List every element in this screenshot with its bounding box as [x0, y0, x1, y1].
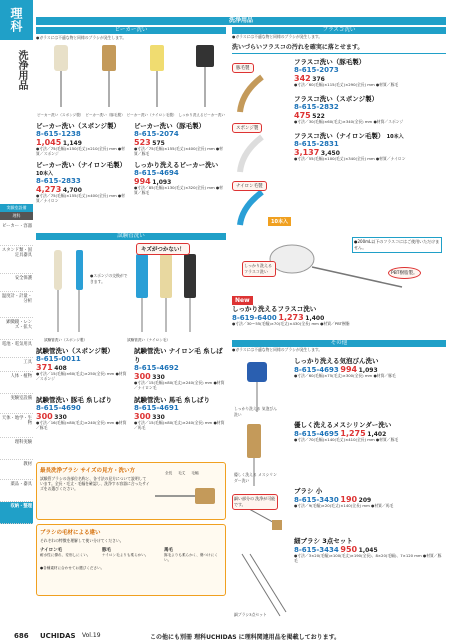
price-in-tax: 1,149: [62, 140, 82, 147]
testtube-section: [36, 233, 226, 458]
product-block: [294, 536, 444, 564]
sidebar-item[interactable]: ビーカー・容器: [0, 222, 33, 246]
price-in-tax: 408: [54, 365, 67, 372]
product-code[interactable]: 8-615-4694: [134, 168, 179, 177]
product-name: しっかり洗えるビーカー洗い: [134, 160, 219, 169]
product-block: [294, 420, 444, 443]
new-note: ●200mL以下のフラスコにはご使用いただけません。: [352, 237, 442, 253]
price-ex-tax: 950: [340, 545, 358, 554]
page-number: 686: [14, 632, 29, 640]
price-in-tax: 330: [54, 413, 67, 421]
product-spec: ●寸法／15(毛幅)×80(毛丈)×240(全長) mm ●材質／ナイロン毛: [134, 380, 225, 390]
product-name: ビーカー洗い（ナイロン毛製） 10本入: [36, 160, 127, 177]
misc-section: [232, 340, 446, 625]
image-caption: 試験管洗い（ナイロン毛）: [127, 338, 170, 342]
guide-label: 全長: [165, 471, 173, 475]
sidebar-item[interactable]: スタンド類・固定具器具: [0, 246, 33, 274]
product-block: [36, 346, 128, 391]
price-ex-tax: 3,137: [294, 147, 320, 157]
sidebar-item[interactable]: 教材: [0, 460, 33, 480]
image-caption: ビーカー洗い（スポンジ製）: [36, 113, 84, 117]
product-name: 試験管洗い ナイロン毛 糸しばり: [134, 347, 223, 364]
price-ex-tax: 4,273: [36, 184, 62, 194]
size-guide-box: [36, 462, 226, 520]
price-in-tax: 1,400: [305, 315, 325, 322]
price-in-tax: 1,045: [358, 547, 378, 554]
price-in-tax: 4,700: [62, 186, 82, 194]
price-ex-tax: 475: [294, 110, 311, 120]
sidebar-item-active[interactable]: 収納・整理: [0, 502, 33, 524]
price-ex-tax: 1,275: [340, 429, 366, 438]
image-caption: 試験管洗い（スポンジ製）: [44, 338, 88, 342]
product-code[interactable]: 8-615-0011: [36, 355, 81, 363]
product-name: ビーカー洗い（豚毛製）: [134, 122, 206, 130]
product-spec: ●寸法／15(毛幅)×60(毛丈)×250(全長) mm ●材質／スポンジ: [36, 371, 127, 381]
product-block: [36, 160, 128, 204]
callout-sponge: スポンジ製: [232, 123, 262, 133]
price-in-tax: 3,450: [320, 149, 340, 157]
hair-item: [102, 547, 160, 563]
category-label: 洗浄用品: [16, 50, 27, 90]
hair-desc: 豚毛よりも柔らかく、傷つけにくい。: [164, 553, 218, 562]
price-ex-tax: 1,273: [278, 313, 304, 322]
guide-body: 試験管ブラシの各部位名称と、各寸法の見方について説明しています。全長・毛丈・毛幅を確認し、洗浄する容器に合ったサイズをお選びください。: [40, 476, 150, 492]
product-spec: ●寸法／30～55(毛幅)×70(毛丈)×430(全長) mm ●材質／PBT樹脂: [232, 321, 350, 326]
price-in-tax: 575: [152, 140, 165, 147]
hair-item: [164, 547, 222, 563]
image-caption: ビーカー洗い（ナイロン毛製）: [126, 113, 177, 117]
sidebar: [0, 0, 33, 644]
section-header: フラスコ洗い: [232, 27, 446, 34]
sidebar-nav: [0, 222, 33, 524]
brush-firm: [196, 45, 214, 107]
price-in-tax: 1,402: [367, 431, 387, 438]
guide-label: 毛幅: [191, 471, 199, 475]
misc-caption: しっかり洗える 気泡びん洗い: [234, 406, 277, 417]
product-block: [134, 346, 226, 391]
brush-sponge: [54, 45, 68, 107]
sidebar-item[interactable]: 工具: [0, 358, 33, 372]
pbt-callout: PBT樹脂製。: [388, 267, 421, 279]
guide-labels: [165, 471, 199, 476]
hair-item: [40, 547, 98, 563]
hair-name: ナイロン毛: [40, 548, 63, 553]
hair-desc: 耐水性に優れ、変形しにくい。: [40, 553, 91, 557]
price-in-tax: 330: [152, 413, 165, 421]
product-name: 試験管洗い 豚毛 糸しばり: [36, 395, 113, 404]
product-spec: ●寸法／16(毛幅)×80(毛丈)×240(全長) mm ●材質／豚毛: [36, 419, 127, 430]
product-block: [36, 121, 128, 157]
callout-hog: 豚毛製: [232, 63, 254, 73]
product-code[interactable]: 8-615-4695: [294, 430, 339, 438]
price-ex-tax: 300: [36, 411, 53, 421]
product-block: [36, 395, 128, 431]
product-spec: ●寸法／3×20(毛幅)×100(毛丈)×190(全長)、8×20(毛幅)、7×120 mm ●材質／豚毛: [294, 553, 442, 563]
price-ex-tax: 300: [134, 372, 151, 381]
price-in-tax: 1,093: [152, 178, 172, 186]
price-ex-tax: 1,045: [36, 138, 62, 147]
brush-hog: [102, 45, 116, 107]
product-name: ビーカー洗い（スポンジ製）: [36, 122, 120, 130]
product-code[interactable]: 8-615-4692: [134, 364, 179, 372]
product-name: ブラシ 小: [294, 487, 323, 495]
product-spec: ●寸法／55(毛幅)×100(毛丈)×340(全長) mm ●材質／ナイロン: [294, 155, 406, 161]
product-code[interactable]: 8-615-4693: [294, 366, 339, 374]
product-block: [294, 94, 446, 125]
product-code[interactable]: 8-615-2073: [294, 66, 339, 74]
hair-title: ブラシの毛材による違い: [40, 530, 101, 536]
section-header: 試験管洗い: [36, 233, 226, 240]
hair-intro: それぞれの特徴を理解して使い分けてください。: [40, 538, 124, 543]
brand-logo: UCHIDAS: [40, 632, 76, 640]
price-in-tax: 330: [152, 374, 165, 381]
hair-desc: ナイロン毛よりも柔らかい。: [102, 553, 149, 557]
sidebar-item[interactable]: 天体・地学・生物: [0, 414, 33, 438]
footer: [0, 630, 455, 644]
product-name: 試験管洗い（スポンジ製）: [36, 347, 114, 355]
product-spec: ●寸法／60(毛幅)×75(毛丈)×300(全長) mm ●材質／豚毛: [294, 373, 396, 378]
sidebar-item[interactable]: 電池・電気用具: [0, 340, 33, 358]
page-header: 洗浄用品: [36, 17, 446, 25]
new-product-block: [232, 297, 446, 327]
product-code[interactable]: 8-615-3434: [294, 546, 339, 554]
price-in-tax: 376: [312, 76, 325, 83]
product-spec: ●寸法／9(毛幅)×20(毛丈)×140(全長) mm ●材質／馬毛: [294, 503, 394, 508]
section-note: ●ガラスには不適な物と同様のブラシが発生します。: [36, 35, 127, 40]
beaker-brushes-image: [36, 41, 226, 113]
product-block: [294, 486, 444, 509]
product-name: フラスコ洗い（ナイロン毛製） 10本入: [294, 131, 404, 140]
price-ex-tax: 300: [134, 411, 151, 421]
price-in-tax: 1,093: [358, 367, 378, 374]
section-note: ●スポンジの交換ができます。: [90, 273, 128, 284]
beaker-section: [36, 27, 226, 252]
product-code[interactable]: 8-615-2831: [294, 139, 339, 148]
misc-callout: 細い部分の 洗浄が可能です。: [232, 494, 278, 510]
sidebar-item[interactable]: 薬品・器具: [0, 480, 33, 502]
product-name: フラスコ洗い（豚毛製）: [294, 58, 366, 66]
product-block: [134, 121, 226, 157]
product-block: [294, 356, 444, 379]
product-code[interactable]: 8-615-3430: [294, 496, 339, 504]
guide-diagram: [150, 476, 220, 516]
pack-badge: 10本入: [268, 217, 291, 226]
section-label-2: 理科: [0, 212, 33, 220]
section-label: 実験室設備: [0, 204, 33, 212]
guide-label: 毛丈: [178, 471, 186, 475]
product-spec: ●寸法／30(毛幅)×60(毛丈)×340(全長) mm ●材質／スポンジ: [294, 118, 404, 124]
product-spec: ●寸法／75(毛幅)×155(毛丈)×400(全長) mm ●材質／ナイロン: [36, 192, 125, 203]
hair-box: [36, 524, 226, 596]
product-spec: ●寸法／15(毛幅)×80(毛丈)×240(全長) mm ●材質／馬毛: [134, 419, 225, 430]
volume: Vol.19: [82, 632, 101, 639]
kiss-caption: キズがつかない！: [136, 243, 190, 255]
misc-caption: 細ブラシ3点セット: [234, 612, 267, 617]
product-spec: ●寸法／60(毛幅)×115(毛丈)×290(全長) mm ●材質／豚毛: [294, 82, 399, 87]
section-note: ●ガラスには不適な物と同様のブラシが発生します。: [232, 347, 323, 352]
price-in-tax: 522: [312, 112, 325, 120]
product-code[interactable]: 8-615-2833: [36, 176, 81, 185]
sidebar-item[interactable]: 安全保護: [0, 274, 33, 292]
callout-nylon: ナイロン毛製: [232, 181, 267, 191]
product-spec: ●寸法／75(毛幅)×155(毛丈)×400(全長) mm ●材質／豚毛: [134, 146, 223, 156]
hair-footnote: ●各種素材に合わせてお選びください。: [40, 566, 105, 570]
product-name: しっかり洗える気泡びん洗い: [294, 357, 379, 365]
price-ex-tax: 371: [36, 363, 53, 372]
product-code[interactable]: 8-619-6400: [232, 314, 277, 322]
price-ex-tax: 190: [340, 495, 358, 504]
product-code[interactable]: 8-615-2074: [134, 130, 179, 138]
testtube-brushes-image: [36, 240, 226, 338]
brush-nylon: [150, 45, 164, 107]
product-name: 優しく洗えるメスシリンダー洗い: [294, 421, 392, 429]
price-ex-tax: 994: [340, 365, 358, 374]
product-block: [294, 57, 446, 88]
sidebar-item[interactable]: 理科実験: [0, 438, 33, 460]
price-in-tax: 209: [358, 497, 372, 504]
product-block: [134, 160, 226, 204]
product-name: フラスコ洗い（スポンジ製）: [294, 94, 379, 103]
flask-section: [232, 27, 446, 337]
section-note: ●ガラスには不適な物と同様のブラシが発生します。: [232, 34, 323, 39]
product-code[interactable]: 8-615-4691: [134, 403, 179, 412]
product-code[interactable]: 8-615-1238: [36, 130, 81, 138]
new-badge: New: [232, 296, 253, 305]
section-header: その他: [232, 340, 446, 347]
price-ex-tax: 523: [134, 138, 151, 147]
sidebar-item[interactable]: 顕微鏡・レンズ・拡大: [0, 318, 33, 340]
bubble-caption: しっかり洗える フラスコ洗い: [242, 261, 276, 277]
product-block: [294, 131, 446, 162]
flask-products: [294, 57, 446, 232]
image-caption: ビーカー洗い（豚毛製）: [85, 113, 125, 117]
product-spec: ●寸法／75(毛幅)×150(毛丈)×210(全長) mm ●材質／スポンジ: [36, 146, 125, 156]
product-code[interactable]: 8-615-2832: [294, 102, 339, 111]
hair-name: 豚毛: [102, 548, 111, 553]
sidebar-item[interactable]: 温度計・計量・分析: [0, 292, 33, 318]
flask-brushes-image: [232, 57, 294, 232]
product-name: しっかり洗えるフラスコ洗い: [232, 305, 317, 313]
promo-text: この他にも別冊 理科UCHIDAS に理科関連用品を掲載しております。: [150, 634, 341, 641]
sidebar-item[interactable]: 実験室設備: [0, 394, 33, 414]
hair-name: 馬毛: [164, 548, 173, 553]
category-tab[interactable]: 理科: [0, 0, 33, 40]
product-spec: ●寸法／70(毛幅)×140(毛丈)×410(全長) mm ●材質／豚毛: [294, 437, 399, 442]
section-header: ビーカー洗い: [36, 27, 226, 34]
product-spec: ●寸法／85(毛幅)×130(毛丈)×320(全長) mm ●材質／豚毛: [134, 184, 223, 195]
image-caption: しっかり洗えるビーカー洗い: [178, 113, 225, 117]
new-product-area: [232, 237, 446, 337]
product-block: [134, 395, 226, 431]
headline: 洗いづらいフラスコの汚れを確実に落とせます。: [232, 40, 446, 54]
price-ex-tax: 994: [134, 176, 151, 186]
product-name: 細ブラシ 3点セット: [294, 537, 353, 545]
misc-brushes-image: [232, 354, 292, 624]
product-name: 試験管洗い 馬毛 糸しばり: [134, 395, 211, 404]
sidebar-item[interactable]: 人体・植物: [0, 372, 33, 394]
misc-caption: 優しく洗える メスシリンダー洗い: [234, 472, 277, 483]
price-ex-tax: 342: [294, 74, 311, 83]
guide-title: 最長洗浄ブラシ サイズの見方・洗い方: [40, 468, 135, 474]
product-code[interactable]: 8-615-4690: [36, 403, 81, 412]
flask-images: [232, 57, 294, 232]
